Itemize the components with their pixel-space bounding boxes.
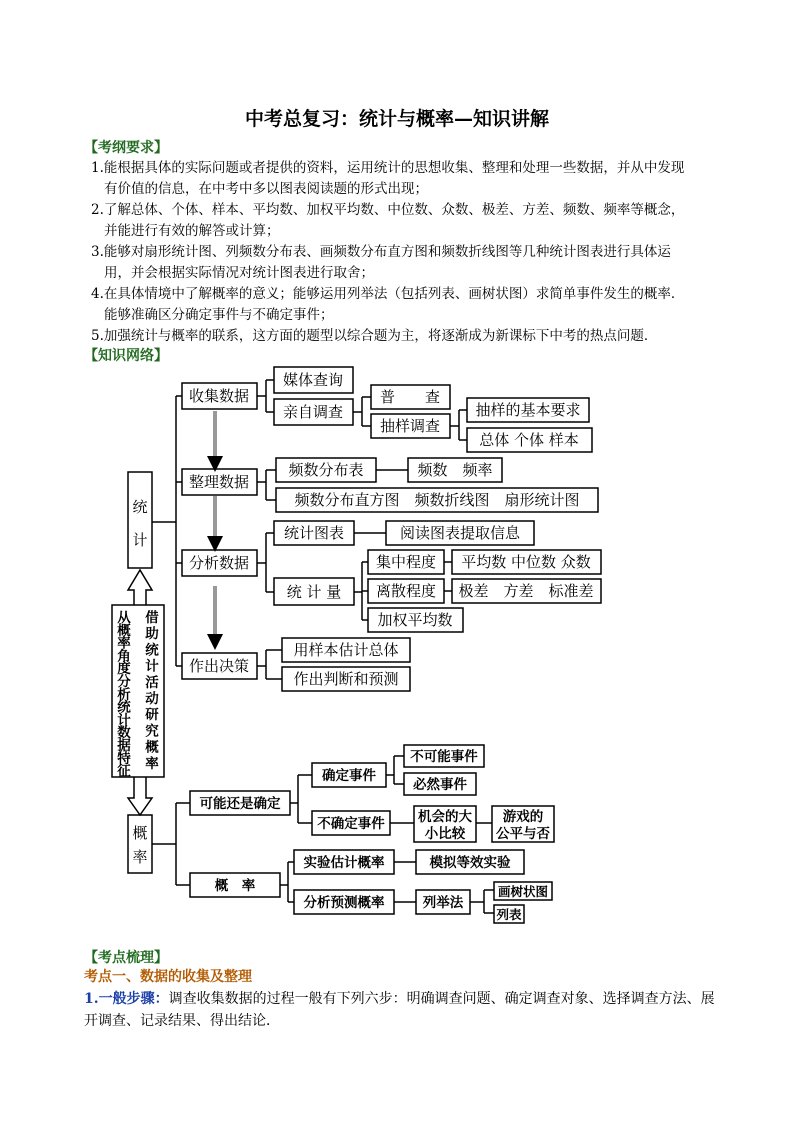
node-freq-table: 频数分布表 <box>288 461 364 479</box>
node-media: 媒体查询 <box>282 371 344 389</box>
node-estimate: 用样本估计总体 <box>293 641 399 659</box>
node-list: 列表 <box>496 907 522 922</box>
requirement-item-cont: 并能进行有效的解答或计算； <box>104 223 280 239</box>
node-collect: 收集数据 <box>188 387 250 405</box>
point-1-heading: 考点一、数据的收集及整理 <box>84 969 252 985</box>
node-chance-1: 机会的大 <box>418 809 472 825</box>
node-dispersion: 离散程度 <box>375 582 437 600</box>
requirement-item: 5.加强统计与概率的联系，这方面的题型以综合题为主，将逐渐成为新课标下中考的热点问题． <box>91 328 658 344</box>
vert-right-char: 动 <box>145 691 159 707</box>
vert-right-char: 助 <box>145 626 159 643</box>
vert-left-char: 率 <box>117 635 131 652</box>
requirement-item: 4.在具体情境中了解概率的意义；能够运用列举法（包括列表、画树状图）求简单事件发生的概率． <box>91 286 685 302</box>
node-central: 集中程度 <box>375 553 437 571</box>
node-decide: 作出决策 <box>188 657 250 675</box>
prob-label-2: 率 <box>132 848 148 866</box>
node-fair-2: 公平与否 <box>496 826 550 842</box>
node-self: 亲自调查 <box>282 403 344 421</box>
link-label-right <box>145 609 159 772</box>
vert-right-char: 活 <box>145 674 159 691</box>
requirement-item: 3.能够对扇形统计图、列频数分布表、画频数分布直方图和频数折线图等几种统计图表进行具体运 <box>91 244 671 260</box>
vert-right-char: 究 <box>145 723 159 740</box>
vert-left-char: 特 <box>117 750 131 767</box>
points-heading: 【考点梳理】 <box>84 950 168 966</box>
vert-left-char: 统 <box>117 699 131 716</box>
node-freq-charts: 频数分布直方图 频数折线图 扇形统计图 <box>294 491 580 509</box>
node-impossible: 不可能事件 <box>410 749 478 765</box>
vert-left-char: 数 <box>117 725 131 742</box>
requirement-item-cont: 有价值的信息，在中考中多以图表阅读题的形式出现； <box>104 181 428 197</box>
requirements-list <box>91 158 731 347</box>
node-fair-1: 游戏的 <box>502 809 544 825</box>
stat-label-2: 计 <box>132 531 148 549</box>
node-judge: 作出判断和预测 <box>293 670 399 688</box>
prob-label-1: 概 <box>132 824 148 842</box>
node-weighted: 加权平均数 <box>377 611 453 629</box>
stat-box <box>128 472 152 568</box>
vert-left-char: 从 <box>117 610 131 626</box>
vert-right-char: 率 <box>145 755 159 772</box>
node-possible: 可能还是确定 <box>199 796 281 812</box>
knowledge-network-diagram <box>0 360 794 940</box>
node-analysis: 分析预测概率 <box>303 895 385 911</box>
requirement-item: 1.能根据具体的实际问题或者提供的资料，运用统计的思想收集、整理和处理一些数据，并从中发现 <box>91 160 685 176</box>
node-sampling-req: 抽样的基本要求 <box>475 401 581 419</box>
vert-left-char: 征 <box>117 763 131 780</box>
page-title: 中考总复习：统计与概率—知识讲解 <box>244 108 549 130</box>
vert-right-char: 计 <box>145 658 159 675</box>
network-heading: 【知识网络】 <box>84 348 168 364</box>
vert-left-char: 度 <box>117 661 131 678</box>
node-sim: 模拟等效实验 <box>429 855 511 871</box>
vert-right-char: 统 <box>145 642 159 659</box>
node-certain: 确定事件 <box>322 768 376 784</box>
node-tree: 画树状图 <box>497 884 549 899</box>
requirement-item-cont: 用，并会根据实际情况对统计图表进行取舍； <box>104 265 374 281</box>
node-range: 极差 方差 标准差 <box>458 582 594 600</box>
vert-right-char: 研 <box>145 707 159 724</box>
node-uncertain: 不确定事件 <box>317 816 385 832</box>
node-prob-sub: 概 率 <box>214 878 256 894</box>
node-chart: 统计图表 <box>283 524 345 542</box>
requirement-item: 2.了解总体、个体、样本、平均数、加权平均数、中位数、众数、极差、方差、频数、频率等概念， <box>91 202 685 218</box>
vert-left-char: 据 <box>117 738 131 754</box>
node-organize: 整理数据 <box>188 473 250 491</box>
link-label-left <box>116 610 131 780</box>
point-1-body: 1.一般步骤：调查收集数据的过程一般有下列六步：明确调查问题、确定调查对象、选择调查方法、展 开调查、记录结果、得出结论． <box>84 991 715 1029</box>
node-analyze: 分析数据 <box>188 554 250 572</box>
node-read: 阅读图表提取信息 <box>399 524 521 542</box>
point-1-label: 1.一般步骤： <box>84 991 169 1007</box>
down-arrow-3 <box>207 634 223 650</box>
node-freq: 频数 频率 <box>417 461 493 479</box>
vert-left-char: 析 <box>117 686 131 703</box>
requirement-item-cont: 能够准确区分确定事件与不确定事件； <box>104 307 334 323</box>
node-sampling: 抽样调查 <box>379 417 441 435</box>
vert-left-char: 分 <box>117 674 131 690</box>
node-stat-q: 统 计 量 <box>286 583 342 601</box>
node-population: 总体 个体 样本 <box>479 431 579 449</box>
vert-right-char: 概 <box>145 739 159 756</box>
requirements-heading: 【考纲要求】 <box>84 140 168 156</box>
vert-left-char: 计 <box>117 712 131 729</box>
node-census: 普 查 <box>379 388 441 406</box>
node-chance-2: 小比较 <box>424 826 466 842</box>
stat-label-1: 统 <box>132 498 148 516</box>
node-exp: 实验估计概率 <box>303 855 385 871</box>
vert-left-char: 概 <box>117 622 131 639</box>
vert-right-char: 借 <box>145 610 159 626</box>
node-sure: 必然事件 <box>413 777 467 793</box>
vert-left-char: 角 <box>117 648 131 665</box>
node-means: 平均数 中位数 众数 <box>461 553 591 571</box>
node-enum: 列举法 <box>422 895 464 911</box>
